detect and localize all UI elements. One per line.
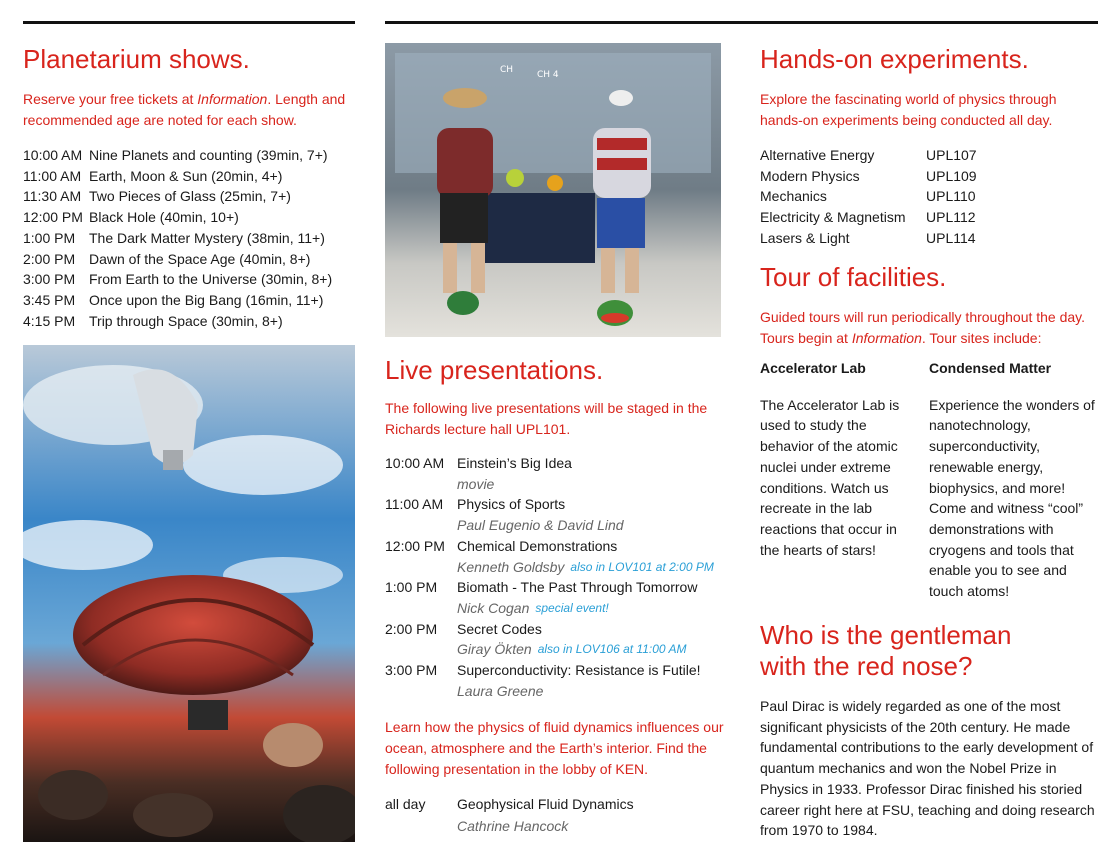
show-row: 11:00 AM Earth, Moon & Sun (20min, 4+) (23, 167, 283, 184)
special-event-note: special event! (535, 600, 609, 615)
experiment-list (760, 145, 1100, 249)
presentation-row: 10:00 AM Einstein’s Big Idea (385, 455, 572, 471)
dirac-body: Paul Dirac is widely regarded as one of the most significant physicists of the 20th century. He made fundamental contributions to the early development of quantum mechanics and won the Nobel Prize in Physics in 1933. Professor Dirac finished his storied career right here at FSU, teaching and doing research from 1970 to 1984. (760, 698, 1095, 839)
presenter-row: Cathrine Hancock (457, 818, 569, 835)
experiment-row: Lasers & Light UPL114 (760, 229, 976, 246)
show-row: 3:45 PM Once upon the Big Bang (16min, 11+) (23, 291, 324, 308)
tour-site-accelerator (760, 358, 912, 560)
presenter-row: movie (457, 475, 495, 492)
column-rule-right (385, 21, 1098, 24)
planetarium-intro: Reserve your free tickets at Information. Length and recommended age are noted for each show. (23, 91, 346, 128)
photo-label-b: CH 4 (537, 70, 559, 80)
extra-session-note: also in LOV101 at 2:00 PM (570, 559, 714, 574)
hands-on-intro: Explore the fascinating world of physics through hands-on experiments being conducted all day. (760, 91, 1057, 128)
presentation-row: 12:00 PM Chemical Demonstrations (385, 537, 618, 554)
experiment-row: Modern Physics UPL109 (760, 167, 977, 184)
planetarium-section (23, 44, 358, 331)
show-row: 2:00 PM Dawn of the Space Age (40min, 8+) (23, 250, 311, 267)
tour-site-condensed-matter (929, 358, 1101, 602)
show-row: 3:00 PM From Earth to the Universe (30min, 8+) (23, 271, 333, 288)
extra-session-note: also in LOV106 at 11:00 AM (537, 642, 687, 657)
experiment-row: Alternative Energy UPL107 (760, 147, 977, 163)
presenter-row: Laura Greene (457, 682, 544, 699)
planetarium-schedule (23, 145, 358, 331)
demo-photo-illustration (385, 43, 721, 337)
presentation-row: 2:00 PM Secret Codes (385, 620, 542, 637)
presentation-row: 11:00 AM Physics of Sports (385, 496, 566, 513)
presentation-row: 1:00 PM Biomath - The Past Through Tomorrow (385, 579, 698, 596)
fluid-dynamics-intro: Learn how the physics of fluid dynamics influences our ocean, atmosphere and the Earth’s interior. Find the following presentation in the lobby of KEN. (385, 719, 724, 778)
show-row: 11:30 AM Two Pieces of Glass (25min, 7+) (23, 188, 291, 205)
live-title: Live presentations. (385, 355, 604, 385)
photo-label-a: CH (500, 65, 514, 75)
presentation-row: 3:00 PM Superconductivity: Resistance is Futile! (385, 662, 701, 679)
presenter-row: Giray Ökten also in LOV106 at 11:00 AM (385, 639, 730, 660)
live-presentations-section (385, 355, 730, 837)
show-row: 10:00 AM Nine Planets and counting (39min, 7+) (23, 147, 328, 163)
presenter-row: Nick Cogan special event! (385, 598, 730, 619)
column-rule-left (23, 21, 355, 24)
demonstration-photo (385, 43, 721, 337)
presentation-row: all day Geophysical Fluid Dynamics (385, 796, 634, 813)
show-row: 1:00 PM The Dark Matter Mystery (38min, 11+) (23, 229, 325, 246)
presenter-row: Kenneth Goldsby also in LOV101 at 2:00 PM (385, 557, 730, 578)
hands-on-section (760, 44, 1100, 249)
dirac-section (760, 620, 1100, 841)
tour-site-description: Experience the wonders of nanotechnology, superconductivity, renewable energy, biophysics, and more! Come and witness “cool” demonstrations with cryogens and tools that enable you to see and touch atoms! (929, 396, 1095, 600)
live-schedule (385, 453, 730, 701)
tour-site-name: Condensed Matter (929, 360, 1052, 376)
tour-site-description: The Accelerator Lab is used to study the behavior of the atomic nuclei under extreme conditions. Watch us recreate in the lab reactions that occur in the hearts of stars! (760, 396, 900, 558)
experiment-row: Mechanics UPL110 (760, 188, 976, 205)
planetarium-dome-photo (23, 345, 355, 842)
tour-title: Tour of facilities. (760, 262, 947, 292)
fluid-dynamics-schedule (385, 794, 730, 836)
experiment-row: Electricity & Magnetism UPL112 (760, 209, 976, 226)
tour-site-name: Accelerator Lab (760, 360, 866, 376)
planetarium-title: Planetarium shows. (23, 44, 250, 74)
tour-section (760, 262, 1100, 349)
hands-on-title: Hands-on experiments. (760, 44, 1029, 74)
presenter-row: Paul Eugenio & David Lind (457, 517, 624, 534)
live-intro: The following live presentations will be staged in the Richards lecture hall UPL101. (385, 400, 708, 437)
tour-intro: Guided tours will run periodically throughout the day. Tours begin at Information. Tour sites include: (760, 309, 1086, 346)
dome-photo-illustration (23, 345, 355, 842)
show-row: 4:15 PM Trip through Space (30min, 8+) (23, 312, 283, 329)
show-row: 12:00 PM Black Hole (40min, 10+) (23, 209, 239, 226)
dirac-title: Who is the gentleman with the red nose? (760, 620, 1012, 681)
